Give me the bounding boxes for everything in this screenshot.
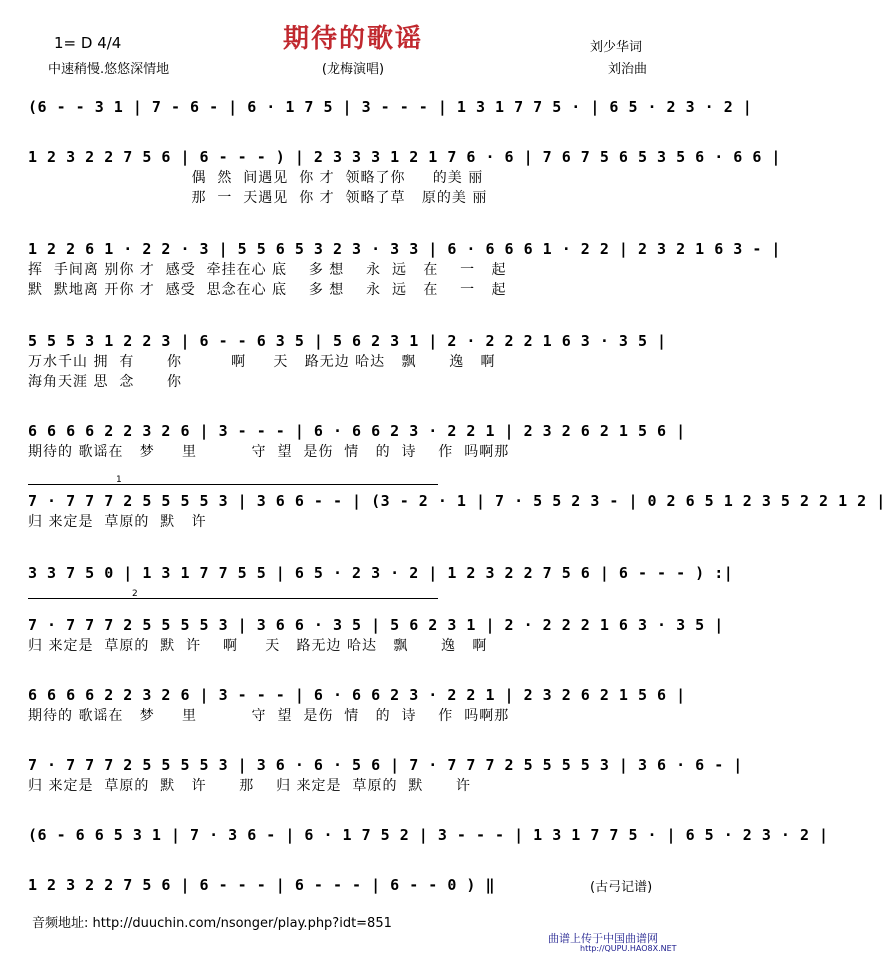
score-row-10 [28, 754, 743, 796]
lyric-verse-2: 那 一 天遇见 你 才 领略了草 原的美 丽 [28, 190, 488, 206]
key-signature: 1= D 4/4 [54, 34, 122, 52]
notation-line: 1 2 3 2 2 7 5 6 | 6 - - - | 6 - - - | 6 - - 0 ) ‖ [28, 876, 496, 894]
lyric-chorus: 期待的 歌谣在 梦 里 守 望 是伤 情 的 诗 作 吗啊那 [28, 444, 510, 460]
notation-line: 1 2 3 2 2 7 5 6 | 6 - - - ) | 2 3 3 3 1 2 1 7 6 · 6 | 7 6 7 5 6 5 3 5 6 · 6 6 | [28, 148, 781, 166]
singer-credit: (龙梅演唱) [321, 62, 385, 77]
song-title: 期待的歌谣 [282, 24, 423, 54]
score-row-4 [28, 330, 696, 392]
volta-number: 2 [132, 589, 138, 599]
score-row-12 [28, 874, 568, 896]
volta-bracket-2 [28, 589, 438, 599]
notation-line: 6 6 6 6 2 2 3 2 6 | 3 - - - | 6 · 6 6 2 3 · 2 2 1 | 2 3 2 6 2 1 5 6 | [28, 686, 686, 704]
lyricist-credit: 刘少华词 [590, 40, 643, 55]
lyric-verse-2: 海角天涯 思 念 你 [28, 374, 183, 390]
notation-line: 7 · 7 7 7 2 5 5 5 5 3 | 3 6 6 · 3 5 | 5 6 2 3 1 | 2 · 2 2 2 1 6 3 · 3 5 | [28, 616, 724, 634]
score-row-6 [28, 490, 886, 532]
lyric-verse-1: 万水千山 拥 有 你 啊 天 路无边 哈达 飘 逸 啊 [28, 354, 496, 370]
score-row-7 [28, 562, 734, 584]
score-row-1 [28, 96, 753, 118]
volta-bracket-1 [28, 475, 438, 485]
notator-credit: (古弓记谱) [590, 880, 653, 895]
notation-line: 5 5 5 3 1 2 2 3 | 6 - - 6 3 5 | 5 6 2 3 1 | 2 · 2 2 2 1 6 3 · 3 5 | [28, 332, 667, 350]
notation-line: 3 3 7 5 0 | 1 3 1 7 7 5 5 | 6 5 · 2 3 · 2 | 1 2 3 2 2 7 5 6 | 6 - - - ) :| [28, 564, 734, 582]
lyric-verse-2: 默 默地离 开你 才 感受 思念在心 底 多 想 永 远 在 一 起 [28, 282, 507, 298]
notation-line: (6 - 6 6 5 3 1 | 7 · 3 6 - | 6 · 1 7 5 2 | 3 - - - | 1 3 1 7 7 5 · | 6 5 · 2 3 · 2 | [28, 826, 829, 844]
lyric-verse-1: 偶 然 间遇见 你 才 领略了你 的美 丽 [28, 170, 484, 186]
tempo-mark: 中速稍慢.悠悠深情地 [48, 62, 170, 77]
score-row-2 [28, 146, 781, 208]
notation-line: (6 - - 3 1 | 7 - 6 - | 6 · 1 7 5 | 3 - - - | 1 3 1 7 7 5 · | 6 5 · 2 3 · 2 | [28, 98, 753, 116]
notation-line: 7 · 7 7 7 2 5 5 5 5 3 | 3 6 6 - - | (3 - 2 · 1 | 7 · 5 5 2 3 - | 0 2 6 5 1 2 3 5 2 2 1 2 | [28, 492, 886, 510]
score-row-8 [28, 614, 724, 656]
lyric-chorus: 归 来定是 草原的 默 许 那 归 来定是 草原的 默 许 [28, 778, 472, 794]
lyric-chorus: 归 来定是 草原的 默 许 [28, 514, 207, 530]
composer-credit: 刘治曲 [608, 62, 648, 77]
score-row-11 [28, 824, 829, 846]
score-row-9 [28, 684, 696, 726]
notation-line: 1 2 2 6 1 · 2 2 · 3 | 5 5 6 5 3 2 3 · 3 3 | 6 · 6 6 6 1 · 2 2 | 2 3 2 1 6 3 - | [28, 240, 781, 258]
lyric-verse-1: 挥 手间离 别你 才 感受 牵挂在心 底 多 想 永 远 在 一 起 [28, 262, 507, 278]
score-row-3 [28, 238, 781, 300]
lyric-chorus: 期待的 歌谣在 梦 里 守 望 是伤 情 的 诗 作 吗啊那 [28, 708, 510, 724]
lyric-chorus: 归 来定是 草原的 默 许 啊 天 路无边 哈达 飘 逸 啊 [28, 638, 488, 654]
volta-number: 1 [116, 475, 122, 485]
score-row-5 [28, 420, 696, 462]
site-watermark: 曲谱上传于中国曲谱网 [548, 932, 658, 945]
audio-address: 音频地址: http://duuchin.com/nsonger/play.php?idt=851 [32, 916, 392, 931]
notation-line: 7 · 7 7 7 2 5 5 5 5 3 | 3 6 · 6 · 5 6 | 7 · 7 7 7 2 5 5 5 5 3 | 3 6 · 6 - | [28, 756, 743, 774]
site-watermark-url: http://QUPU.HAO8X.NET [580, 944, 677, 953]
notation-line: 6 6 6 6 2 2 3 2 6 | 3 - - - | 6 · 6 6 2 3 · 2 2 1 | 2 3 2 6 2 1 5 6 | [28, 422, 686, 440]
